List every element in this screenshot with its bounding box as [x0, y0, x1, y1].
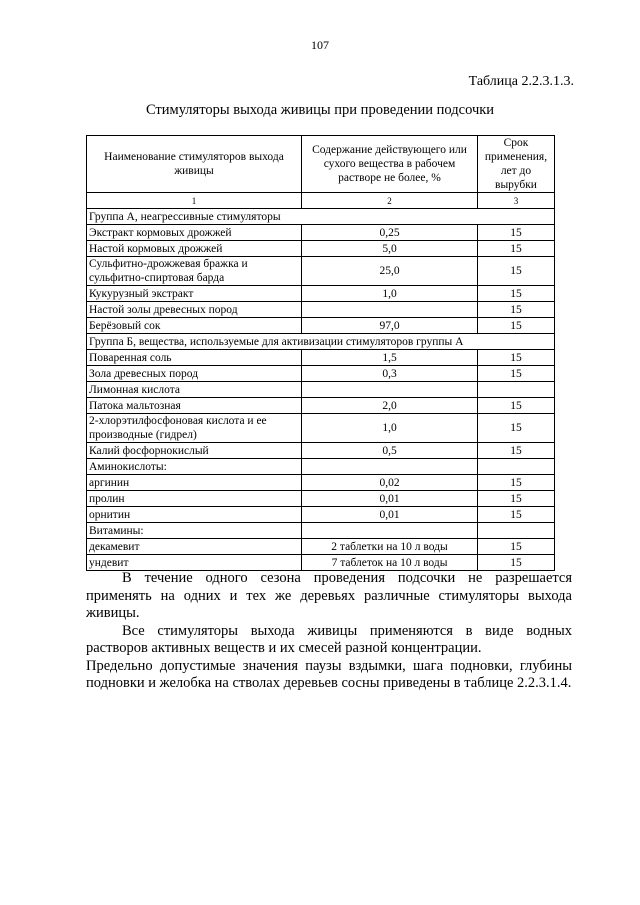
cell-content: 5,0 [302, 241, 478, 257]
paragraph: В течение одного сезона проведения подсочки не разрешается применять на одних и тех же деревьях различные стимуляторы выхода живицы. [86, 570, 572, 621]
cell-term: 15 [478, 257, 555, 286]
table-row [87, 414, 555, 443]
cell-name: 2-хлорэтилфосфоновая кислота и ее производные (гидрел) [87, 414, 302, 443]
section-label: Витамины: [87, 523, 302, 539]
cell-content: 0,25 [302, 225, 478, 241]
col-number: 2 [302, 193, 478, 209]
cell-name: Зола древесных пород [87, 366, 302, 382]
cell-content: 2 таблетки на 10 л воды [302, 539, 478, 555]
cell-name: декамевит [87, 539, 302, 555]
cell-term: 15 [478, 225, 555, 241]
header-content: Содержание действующего или сухого вещества в рабочем растворе не более, % [302, 136, 478, 193]
cell-name: Экстракт кормовых дрожжей [87, 225, 302, 241]
cell-term [478, 382, 555, 398]
table-row [87, 382, 555, 398]
table-row [87, 507, 555, 523]
table-row [87, 350, 555, 366]
cell-name: Настой кормовых дрожжей [87, 241, 302, 257]
cell-content [302, 382, 478, 398]
table-caption: Стимуляторы выхода живицы при проведении подсочки [145, 102, 495, 118]
table-row [87, 555, 555, 571]
cell-content: 0,01 [302, 491, 478, 507]
cell-content: 0,01 [302, 507, 478, 523]
table-row [87, 257, 555, 286]
cell-content: 0,5 [302, 443, 478, 459]
cell-term: 15 [478, 443, 555, 459]
stimulators-table [86, 135, 555, 571]
cell-term: 15 [478, 241, 555, 257]
cell-term: 15 [478, 350, 555, 366]
cell-content: 2,0 [302, 398, 478, 414]
cell-name: Берёзовый сок [87, 318, 302, 334]
cell-content: 97,0 [302, 318, 478, 334]
cell-name: орнитин [87, 507, 302, 523]
paragraph: Все стимуляторы выхода живицы применяются в виде водных растворов активных веществ и их смесей разной концентрации. [86, 622, 572, 656]
amino-label-row [87, 459, 555, 475]
cell-term: 15 [478, 286, 555, 302]
paragraph: Предельно допустимые значения паузы вздымки, шага подновки, глубины подновки и желобка на стволах деревьев сосны приведены в таблице 2.2.3.1.4. [86, 657, 572, 691]
cell-content: 1,5 [302, 350, 478, 366]
table-row [87, 366, 555, 382]
group-b-row [87, 334, 555, 350]
table-row [87, 491, 555, 507]
cell-name: Поваренная соль [87, 350, 302, 366]
page-number: 107 [311, 38, 329, 52]
table-row [87, 225, 555, 241]
col-number: 3 [478, 193, 555, 209]
cell-content: 7 таблеток на 10 л воды [302, 555, 478, 571]
cell-name: Кукурузный экстракт [87, 286, 302, 302]
cell-name: аргинин [87, 475, 302, 491]
table-row [87, 539, 555, 555]
table-row [87, 286, 555, 302]
cell-content: 0,02 [302, 475, 478, 491]
cell-name: Калий фосфорнокислый [87, 443, 302, 459]
cell-name: Лимонная кислота [87, 382, 302, 398]
cell-name: ундевит [87, 555, 302, 571]
column-number-row [87, 193, 555, 209]
group-label: Группа А, неагрессивные стимуляторы [87, 209, 555, 225]
body-text [86, 570, 572, 693]
vitamins-label-row [87, 523, 555, 539]
cell-term: 15 [478, 414, 555, 443]
cell-name: пролин [87, 491, 302, 507]
cell-term: 15 [478, 491, 555, 507]
cell-content: 1,0 [302, 414, 478, 443]
cell-term: 15 [478, 555, 555, 571]
cell-term: 15 [478, 507, 555, 523]
table-row [87, 241, 555, 257]
section-label: Аминокислоты: [87, 459, 302, 475]
table-row [87, 443, 555, 459]
cell-term: 15 [478, 398, 555, 414]
cell-name: Сульфитно-дрожжевая бражка и сульфитно-спиртовая барда [87, 257, 302, 286]
table-row [87, 318, 555, 334]
cell-term: 15 [478, 366, 555, 382]
cell-name: Настой золы древесных пород [87, 302, 302, 318]
cell-name: Патока мальтозная [87, 398, 302, 414]
header-term: Срок применения, лет до вырубки [478, 136, 555, 193]
group-a-row [87, 209, 555, 225]
col-number: 1 [87, 193, 302, 209]
table-row [87, 302, 555, 318]
table-id: Таблица 2.2.3.1.3. [468, 74, 574, 89]
group-label: Группа Б, вещества, используемые для активизации стимуляторов группы А [87, 334, 555, 350]
cell-term: 15 [478, 318, 555, 334]
cell-term: 15 [478, 302, 555, 318]
cell-content [302, 302, 478, 318]
header-name: Наименование стимуляторов выхода живицы [87, 136, 302, 193]
table-row [87, 398, 555, 414]
cell-term: 15 [478, 539, 555, 555]
cell-term: 15 [478, 475, 555, 491]
table-row [87, 475, 555, 491]
cell-content: 0,3 [302, 366, 478, 382]
cell-content: 1,0 [302, 286, 478, 302]
cell-content: 25,0 [302, 257, 478, 286]
table-header-row [87, 136, 555, 193]
